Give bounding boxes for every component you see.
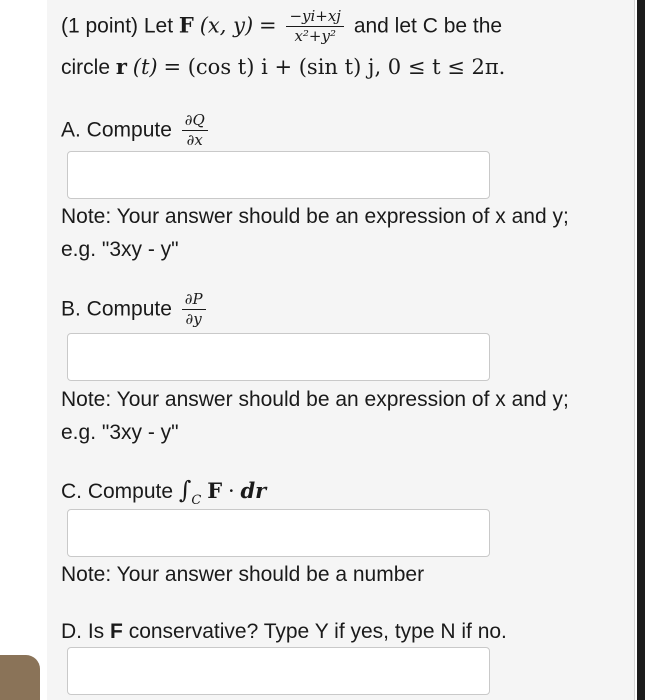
- part-a-prompt: [61, 112, 212, 150]
- part-b-denominator: ∂y: [185, 310, 202, 329]
- field-fraction-numerator: −yi+xj: [286, 8, 344, 27]
- part-a-answer-input[interactable]: [67, 151, 490, 199]
- part-c-note: Note: Your answer should be a number: [61, 563, 425, 586]
- circle-label: circle: [61, 56, 111, 79]
- r-args: (t): [132, 55, 158, 79]
- problem-line-1: [61, 8, 502, 46]
- part-b-label: B. Compute: [61, 297, 172, 321]
- equals-sign: =: [258, 13, 277, 38]
- background-object: [0, 655, 40, 700]
- part-b-prompt: [61, 291, 210, 329]
- integral-sign: ∫: [178, 476, 192, 504]
- part-a-note: Note: Your answer should be an expression of x and y; e.g. "3xy - y": [61, 205, 569, 261]
- problem-line-2: [61, 56, 505, 78]
- part-d-field-symbol: F: [110, 620, 123, 643]
- part-c-field-symbol: F: [207, 478, 223, 503]
- field-fraction-denominator: x²+y²: [294, 27, 336, 46]
- problem-prefix: (1 point) Let: [61, 14, 174, 38]
- part-d-answer-input[interactable]: [67, 647, 490, 695]
- r-symbol: r: [115, 54, 127, 79]
- problem-suffix: and let C be the: [353, 14, 503, 38]
- field-fraction: [286, 8, 344, 46]
- field-args: (x, y): [199, 13, 254, 38]
- part-a-derivative: [182, 112, 208, 150]
- dot-product: ·: [227, 479, 235, 503]
- part-a-numerator: ∂Q: [182, 112, 208, 131]
- r-definition: = (cos t) i + (sin t) j, 0 ≤ t ≤ 2π.: [163, 55, 506, 79]
- part-c-label: C. Compute: [61, 480, 174, 503]
- part-b-numerator: ∂P: [182, 291, 206, 310]
- integral-subscript: C: [191, 493, 202, 508]
- part-d-label-suffix: conservative? Type Y if yes, type N if no.: [128, 620, 507, 643]
- part-b-answer-input[interactable]: [67, 333, 490, 381]
- part-b-note: Note: Your answer should be an expression of x and y; e.g. "3xy - y": [61, 388, 569, 444]
- vector-field-symbol: F: [178, 12, 194, 38]
- part-c-answer-input[interactable]: [67, 509, 490, 557]
- part-d-label-prefix: D. Is: [61, 620, 105, 643]
- part-a-label: A. Compute: [61, 118, 172, 142]
- window-edge: [637, 0, 645, 700]
- part-c-prompt: [61, 478, 266, 507]
- part-b-derivative: [182, 291, 206, 329]
- part-d-prompt: [61, 621, 507, 642]
- part-a-denominator: ∂x: [186, 131, 203, 150]
- dr-symbol: dr: [240, 478, 267, 503]
